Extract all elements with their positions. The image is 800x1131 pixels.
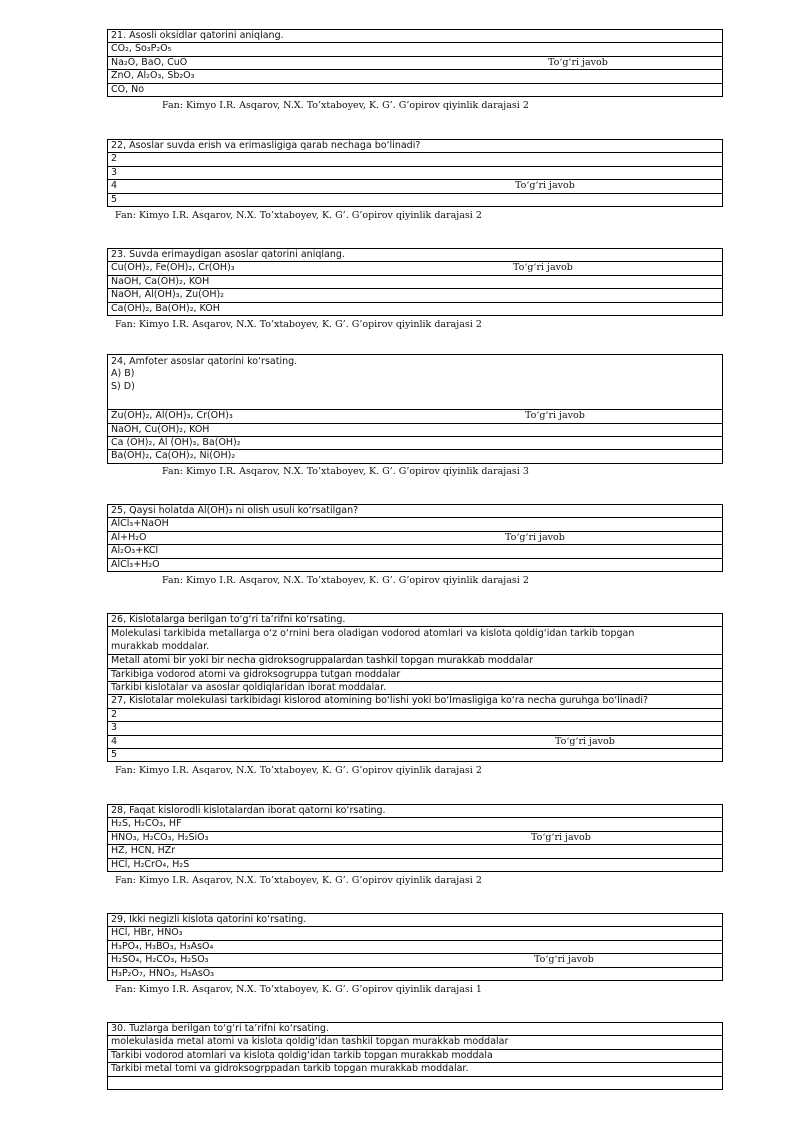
question-title: 28, Faqat kislorodli kislotalardan iborat qatorni ko‘rsating.	[108, 805, 722, 818]
question-26-27	[107, 613, 723, 762]
option-3: HZ, HCN, HZr	[108, 845, 722, 858]
correct-answer-mark: To‘g‘ri javob	[515, 180, 575, 192]
pre-line-1: A) B)	[111, 368, 135, 380]
question-21	[107, 29, 723, 97]
option-text: HNO₃, H₂CO₃, H₂SiO₃	[111, 831, 209, 843]
option-1: molekulasida metal atomi va kislota qoldig‘idan tashkil topgan murakkab moddalar	[108, 1036, 722, 1049]
option-2	[108, 832, 722, 845]
question-title: 23. Suvda erimaydigan asoslar qatorini aniqlang.	[108, 249, 722, 262]
option-text: Zu(OH)₂, Al(OH)₃, Cr(OH)₃	[111, 410, 233, 422]
option-4: HCl, H₂CrO₄, H₂S	[111, 858, 190, 870]
q27-option-4: 5	[111, 749, 118, 761]
q27-option-2: 3	[108, 722, 722, 735]
fan-footer: Fan: Kimyo I.R. Asqarov, N.X. To’xtaboyev, K. G’. G’opirov qiyinlik darajasi 2	[115, 765, 482, 776]
question-header	[108, 355, 722, 410]
question-title: 22, Asoslar suvda erish va erimasligiga qarab nechaga bo‘linadi?	[108, 140, 722, 153]
option-text: Cu(OH)₂, Fe(OH)₂, Cr(OH)₃	[111, 262, 235, 274]
option-text: 4	[111, 180, 118, 192]
fan-footer: Fan: Kimyo I.R. Asqarov, N.X. To’xtaboyev, K. G’. G’opirov qiyinlik darajasi 2	[162, 575, 529, 586]
fan-footer: Fan: Kimyo I.R. Asqarov, N.X. To’xtaboyev, K. G’. G’opirov qiyinlik darajasi 3	[162, 466, 529, 477]
question-title: 21. Asosli oksidlar qatorini aniqlang.	[108, 30, 722, 43]
question-title: 24, Amfoter asoslar qatorini ko‘rsating.	[111, 356, 298, 367]
option-3: ZnO, Al₂O₃, Sb₂O₃	[108, 70, 722, 83]
question-title: 30. Tuzlarga berilgan to‘g‘ri ta’rifni ko‘rsating.	[108, 1023, 722, 1036]
option-3	[108, 954, 722, 967]
option-2: Tarkibi vodorod atomlari va kislota qoldig‘idan tarkib topgan murakkab moddala	[108, 1050, 722, 1063]
q26-option-3: Tarkibiga vodorod atomi va gidroksogruppa tutgan moddalar	[108, 669, 722, 682]
correct-answer-mark: To‘g‘ri javob	[531, 831, 591, 843]
correct-answer-mark: To‘g‘ri javob	[555, 735, 615, 747]
question-28	[107, 804, 723, 872]
option-1	[108, 262, 722, 275]
correct-answer-mark: To‘g‘ri javob	[513, 262, 573, 274]
option-4: CO, No	[111, 83, 145, 95]
question-23	[107, 248, 723, 316]
question-title: 29, Ikki negizli kislota qatorini ko‘rsating.	[108, 914, 722, 927]
option-1: 2	[108, 153, 722, 166]
option-text: 4	[111, 735, 118, 747]
question-29	[107, 913, 723, 981]
question-27-title: 27, Kislotalar molekulasi tarkibidagi kislorod atomining bo‘lishi yoki bo‘lmasligiga ko‘ra necha guruhga bo‘linadi?	[108, 695, 722, 708]
option-text: H₂SO₄, H₂CO₃, H₂SO₃	[111, 954, 209, 966]
fan-footer: Fan: Kimyo I.R. Asqarov, N.X. To’xtaboyev, K. G’. G’opirov qiyinlik darajasi 2	[162, 100, 529, 111]
correct-answer-mark: To‘g‘ri javob	[548, 56, 608, 68]
fan-footer: Fan: Kimyo I.R. Asqarov, N.X. To’xtaboyev, K. G’. G’opirov qiyinlik darajasi 1	[115, 984, 482, 995]
option-1: HCl, HBr, HNO₃	[108, 927, 722, 940]
fan-footer: Fan: Kimyo I.R. Asqarov, N.X. To’xtaboyev, K. G’. G’opirov qiyinlik darajasi 2	[115, 210, 482, 221]
option-3: Tarkibi metal tomi va gidroksogrppadan tarkib topgan murakkab moddalar.	[108, 1063, 722, 1076]
correct-answer-mark: To‘g‘ri javob	[525, 410, 585, 422]
correct-answer-mark: To‘g‘ri javob	[534, 954, 594, 966]
pre-line-2: S) D)	[111, 380, 135, 392]
option-1: H₂S, H₂CO₃, HF	[108, 818, 722, 831]
option-2	[108, 57, 722, 70]
option-2: H₃PO₄, H₃BO₃, H₃AsO₄	[108, 941, 722, 954]
option-4: 5	[111, 193, 118, 205]
q26-option-1: Molekulasi tarkibida metallarga o‘z o‘rnini bera oladigan vodorod atomlari va kislota qoldig‘idan tarkib topgan murakkab moddalar.	[108, 627, 722, 655]
option-text: Al+H₂O	[111, 531, 147, 543]
option-2	[108, 532, 722, 545]
option-3: Ca (OH)₂, Al (OH)₃, Ba(OH)₂	[108, 437, 722, 450]
q26-option-4: Tarkibi kislotalar va asoslar qoldiqlaridan iborat moddalar.	[108, 682, 722, 695]
option-1: AlCl₃+NaOH	[108, 518, 722, 531]
question-22	[107, 139, 723, 207]
fan-footer: Fan: Kimyo I.R. Asqarov, N.X. To’xtaboyev, K. G’. G’opirov qiyinlik darajasi 2	[115, 875, 482, 886]
option-3: Al₂O₃+KCl	[108, 545, 722, 558]
question-26-title: 26, Kislotalarga berilgan to‘g‘ri ta’rifni ko‘rsating.	[108, 614, 722, 627]
option-1: CO₂, So₃P₂O₅	[108, 43, 722, 56]
option-2: 3	[108, 167, 722, 180]
option-4: AlCl₃+H₂O	[111, 558, 160, 570]
question-30	[107, 1022, 723, 1090]
option-text: Na₂O, BaO, CuO	[111, 56, 188, 68]
option-2: NaOH, Cu(OH)₂, KOH	[108, 424, 722, 437]
correct-answer-mark: To‘g‘ri javob	[505, 531, 565, 543]
option-2: NaOH, Ca(OH)₂, KOH	[108, 276, 722, 289]
q27-option-1: 2	[108, 709, 722, 722]
q27-option-3	[108, 736, 722, 749]
option-4: Ba(OH)₂, Ca(OH)₂, Ni(OH)₂	[111, 450, 236, 462]
option-4: H₃P₂O₇, HNO₃, H₃AsO₃	[111, 967, 215, 979]
option-4	[108, 1077, 722, 1089]
question-25	[107, 504, 723, 572]
q26-option-2: Metall atomi bir yoki bir necha gidroksogruppalardan tashkil topgan murakkab moddalar	[108, 655, 722, 668]
option-1	[108, 410, 722, 423]
option-3	[108, 180, 722, 193]
option-3: NaOH, Al(OH)₃, Zu(OH)₂	[108, 289, 722, 302]
question-title: 25, Qaysi holatda Al(OH)₃ ni olish usuli ko‘rsatilgan?	[108, 505, 722, 518]
fan-footer: Fan: Kimyo I.R. Asqarov, N.X. To’xtaboyev, K. G’. G’opirov qiyinlik darajasi 2	[115, 319, 482, 330]
question-24	[107, 354, 723, 464]
option-4: Ca(OH)₂, Ba(OH)₂, KOH	[111, 302, 220, 314]
